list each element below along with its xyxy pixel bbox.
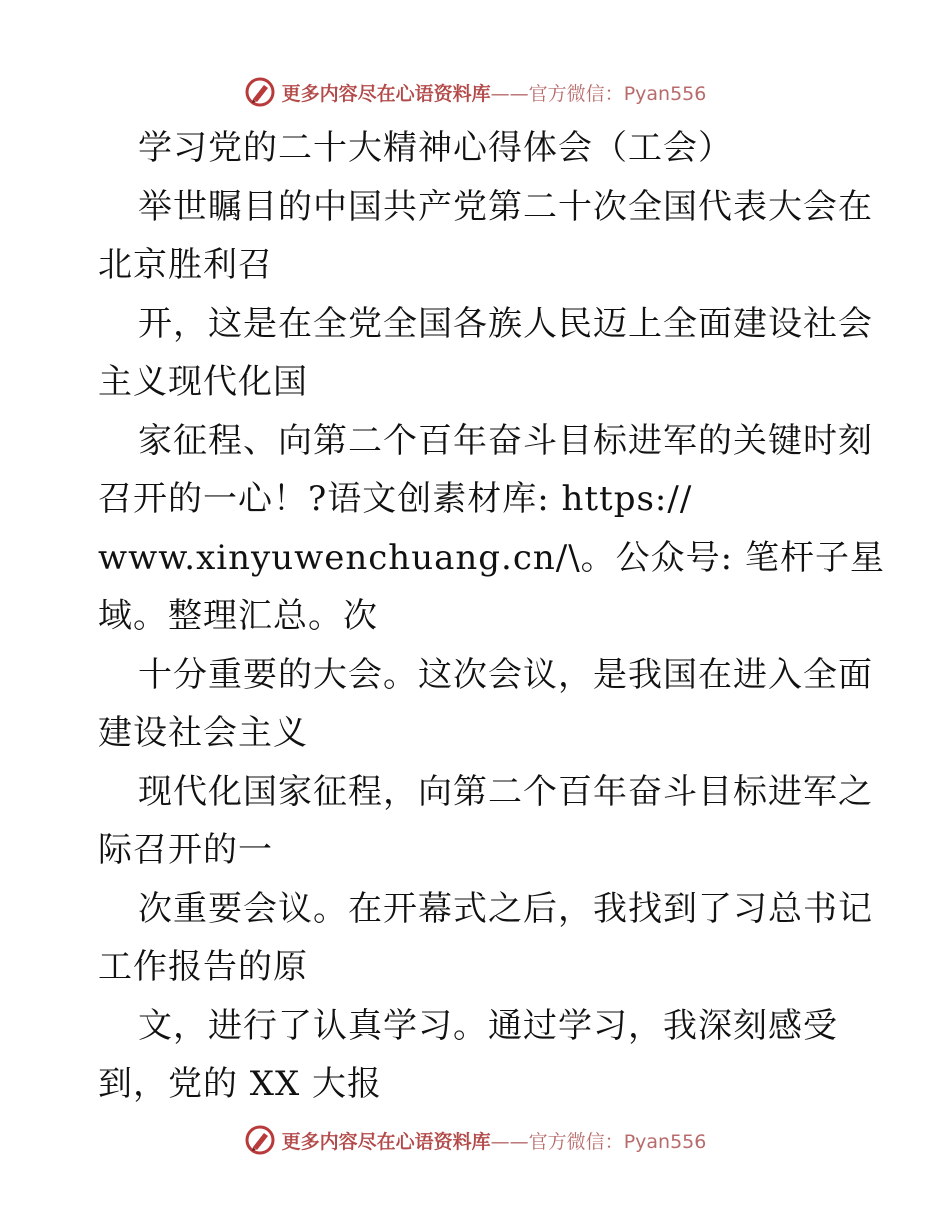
footer-banner xyxy=(0,1120,950,1160)
banner-wechat-id: Pyan556 xyxy=(623,82,707,105)
banner-site-name: 更多内容尽在心语资料库 xyxy=(281,82,491,105)
text-line: 次重要会议。在开幕式之后，我找到了习总书记 xyxy=(138,888,873,929)
header-banner-content xyxy=(244,76,707,108)
banner-wechat-label: 官方微信： xyxy=(528,82,624,105)
text-line: 域。整理汇总。次 xyxy=(98,596,378,636)
text-line: 召开的一心！?语文创素材库: https:// xyxy=(98,479,693,519)
text-line: 举世瞩目的中国共产党第二十次全国代表大会在 xyxy=(138,186,873,227)
text-line: www.xinyuwenchuang.cn/\。公众号: 笔杆子星 xyxy=(98,537,885,578)
banner-dash: —— xyxy=(490,1130,529,1153)
document-body xyxy=(98,119,885,1114)
text-line: 文，进行了认真学习。通过学习，我深刻感受 xyxy=(138,1005,838,1046)
footer-banner-content xyxy=(244,1124,707,1156)
text-line: 开，这是在全党全国各族人民迈上全面建设社会 xyxy=(138,303,873,344)
header-banner xyxy=(0,72,950,112)
header-banner-text xyxy=(282,79,707,106)
banner-dash: —— xyxy=(490,82,529,105)
text-line: 家征程、向第二个百年奋斗目标进军的关键时刻 xyxy=(138,420,873,461)
text-line: 十分重要的大会。这次会议，是我国在进入全面 xyxy=(138,654,873,695)
pen-logo-icon xyxy=(244,76,276,108)
text-line: 到，党的 XX 大报 xyxy=(98,1064,383,1104)
banner-wechat-label: 官方微信： xyxy=(528,1130,624,1153)
text-line: 北京胜利召 xyxy=(98,245,273,285)
text-line: 工作报告的原 xyxy=(98,947,308,987)
text-line: 际召开的一 xyxy=(98,830,273,870)
text-line: 建设社会主义 xyxy=(98,713,308,753)
text-line: 现代化国家征程，向第二个百年奋斗目标进军之 xyxy=(138,771,873,812)
banner-site-name: 更多内容尽在心语资料库 xyxy=(281,1130,491,1153)
pen-logo-icon xyxy=(244,1124,276,1156)
text-line: 主义现代化国 xyxy=(98,362,308,402)
banner-wechat-id: Pyan556 xyxy=(623,1130,707,1153)
footer-banner-text xyxy=(282,1127,707,1154)
text-line: 学习党的二十大精神心得体会（工会） xyxy=(138,128,733,168)
